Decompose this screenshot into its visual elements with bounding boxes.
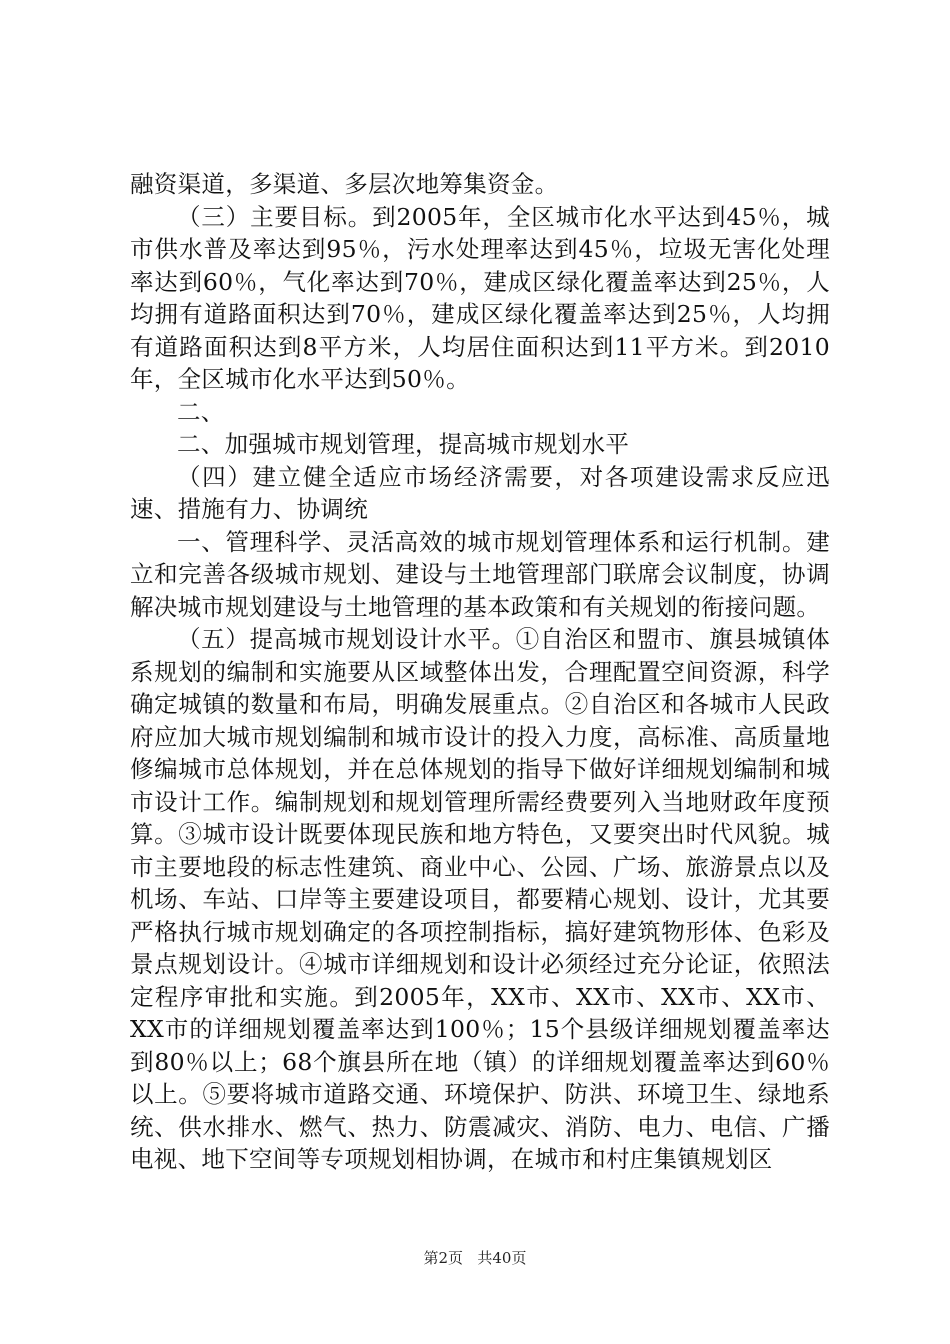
paragraph-management-system: 一、管理科学、灵活高效的城市规划管理体系和运行机制。建立和完善各级城市规划、建设与土地管理部门联席会议制度，协调解决城市规划建设与土地管理的基本政策和有关规划的衔接问题。 (130, 527, 830, 621)
page-separator (468, 1249, 473, 1267)
paragraph-main-goals: （三）主要目标。到2005年，全区城市化水平达到45％，城市供水普及率达到95％，污水处理率达到45％，垃圾无害化处理率达到60％，气化率达到70％，建成区绿化覆盖率达到25％，人均拥有道路面积达到70％，建成区绿化覆盖率达到25％，人均拥有道路面积达到8平方米，人均居住面积达到11平方米。到2010年，全区城市化水平达到50％。 (130, 202, 830, 393)
page-footer (0, 1248, 950, 1268)
paragraph-item-four: （四）建立健全适应市场经济需要，对各项建设需求反应迅速、措施有力、协调统 (130, 462, 830, 523)
paragraph-financing: 融资渠道，多渠道、多层次地筹集资金。 (130, 170, 559, 198)
paragraph-heading-fragment: 二、 (177, 397, 225, 426)
page-total: 共40页 (477, 1249, 527, 1267)
section-heading-planning: 二、加强城市规划管理，提高城市规划水平 (177, 430, 630, 458)
paragraph-item-five: （五）提高城市规划设计水平。①自治区和盟市、旗县城镇体系规划的编制和实施要从区域整体出发，合理配置空间资源，科学确定城镇的数量和布局，明确发展重点。②自治区和各城市人民政府应加大城市规划编制和城市设计的投入力度，高标准、高质量地修编城市总体规划，并在总体规划的指导下做好详细规划编制和城市设计工作。编制规划和规划管理所需经费要列入当地财政年度预算。③城市设计既要体现民族和地方特色，又要突出时代风貌。城市主要地段的标志性建筑、商业中心、公园、广场、旅游景点以及机场、车站、口岸等主要建设项目，都要精心规划、设计，尤其要严格执行城市规划确定的各项控制指标，搞好建筑物形体、色彩及景点规划设计。④城市详细规划和设计必须经过充分论证，依照法定程序审批和实施。到2005年，XX市、XX市、XX市、XX市、XX市的详细规划覆盖率达到100％；15个县级详细规划覆盖率达到80％以上；68个旗县所在地（镇）的详细规划覆盖率达到60％以上。⑤要将城市道路交通、环境保护、防洪、环境卫生、绿地系统、供水排水、燃气、热力、防震减灾、消防、电力、电信、广播电视、地下空间等专项规划相协调，在城市和村庄集镇规划区 (130, 625, 830, 1173)
document-body (130, 168, 830, 1176)
page-number: 第2页 (423, 1249, 464, 1267)
